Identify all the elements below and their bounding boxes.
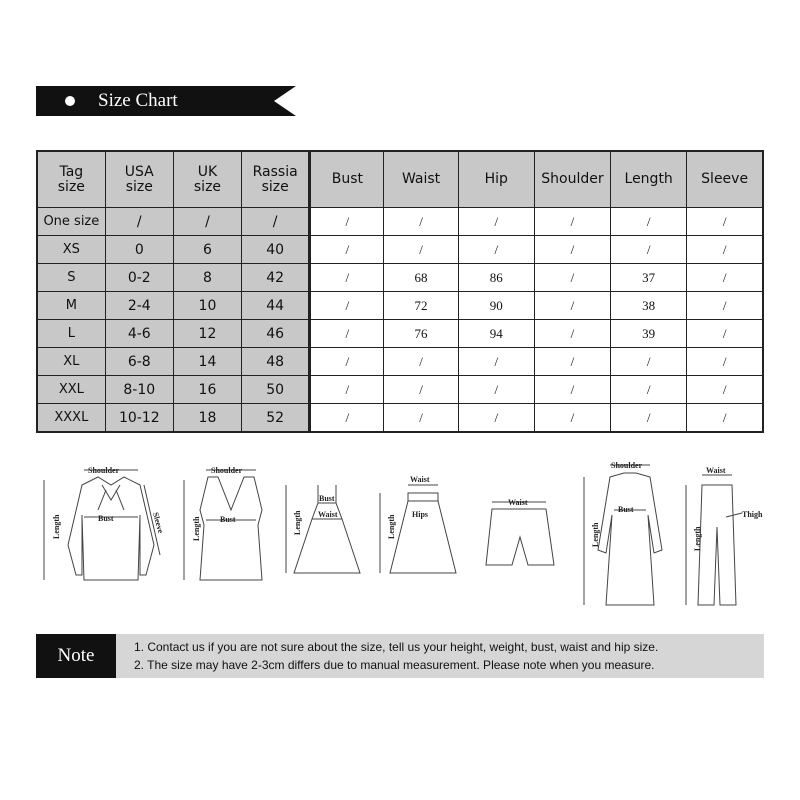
header-length: Length: [611, 151, 687, 208]
cell-shoulder: /: [534, 292, 610, 320]
skirt-hips-label: Hips: [412, 510, 429, 519]
header-shoulder: Shoulder: [534, 151, 610, 208]
blouse-bust-label: Bust: [98, 514, 114, 523]
note-label-box: [36, 634, 116, 678]
cell-hip: /: [458, 376, 534, 404]
cell-usa-size: 0: [105, 236, 173, 264]
cell-usa-size: 10-12: [105, 404, 173, 433]
cell-bust: /: [310, 236, 384, 264]
cell-length: /: [611, 404, 687, 433]
header-rassia-size: Rassia size: [242, 151, 310, 208]
note-line-1: 1. Contact us if you are not sure about the size, tell us your height, weight, bust, waist and hip size.: [134, 640, 659, 654]
cell-sleeve: /: [687, 404, 763, 433]
dress-bust-label: Bust: [319, 494, 335, 503]
cell-uk-size: 8: [173, 264, 241, 292]
cell-hip: 86: [458, 264, 534, 292]
cell-length: /: [611, 208, 687, 236]
cell-tag-size: One size: [37, 208, 105, 236]
tank-length-label: Length: [192, 516, 201, 541]
cell-length: 39: [611, 320, 687, 348]
cell-waist: /: [384, 404, 458, 433]
cell-length: /: [611, 376, 687, 404]
note-line-2: 2. The size may have 2-3cm differs due to manual measurement. Please note when you measure.: [134, 658, 655, 672]
trousers-diagram: [686, 466, 763, 605]
cell-sleeve: /: [687, 292, 763, 320]
header-sleeve: Sleeve: [687, 151, 763, 208]
size-table: [36, 150, 764, 433]
cell-bust: /: [310, 320, 384, 348]
cell-rassia-size: 46: [242, 320, 310, 348]
tank-shoulder-label: Shoulder: [211, 466, 243, 475]
cell-hip: /: [458, 236, 534, 264]
skirt-length-label: Length: [387, 514, 396, 539]
cell-length: 37: [611, 264, 687, 292]
header-waist: Waist: [384, 151, 458, 208]
cell-bust: /: [310, 404, 384, 433]
cell-tag-size: S: [37, 264, 105, 292]
bullet-icon: [65, 96, 75, 106]
cell-length: /: [611, 236, 687, 264]
coat-shoulder-label: Shoulder: [611, 461, 643, 470]
header-tag-size: Tag size: [37, 151, 105, 208]
cell-waist: 76: [384, 320, 458, 348]
trousers-thigh-label: Thigh: [742, 510, 763, 519]
skirt-waist-label: Waist: [410, 475, 430, 484]
cell-bust: /: [310, 348, 384, 376]
blouse-length-label: Length: [52, 514, 61, 539]
blouse-sleeve-label: Sleeve: [151, 511, 166, 535]
table-row: [37, 348, 763, 376]
cell-hip: /: [458, 348, 534, 376]
cell-uk-size: 14: [173, 348, 241, 376]
cell-sleeve: /: [687, 264, 763, 292]
cell-uk-size: 18: [173, 404, 241, 433]
measurement-diagrams: [36, 455, 764, 620]
cell-rassia-size: 44: [242, 292, 310, 320]
cell-sleeve: /: [687, 208, 763, 236]
cell-bust: /: [310, 208, 384, 236]
cell-hip: /: [458, 208, 534, 236]
cell-hip: /: [458, 404, 534, 433]
table-row: [37, 292, 763, 320]
table-row: [37, 236, 763, 264]
header-usa-size: USA size: [105, 151, 173, 208]
shorts-waist-label: Waist: [508, 498, 528, 507]
cell-shoulder: /: [534, 404, 610, 433]
cell-sleeve: /: [687, 320, 763, 348]
cell-bust: /: [310, 376, 384, 404]
cell-sleeve: /: [687, 236, 763, 264]
cell-waist: /: [384, 376, 458, 404]
cell-tag-size: L: [37, 320, 105, 348]
cell-hip: 90: [458, 292, 534, 320]
cell-tag-size: XL: [37, 348, 105, 376]
cell-rassia-size: 42: [242, 264, 310, 292]
cell-usa-size: /: [105, 208, 173, 236]
dress-waist-label: Waist: [318, 510, 338, 519]
cell-waist: 72: [384, 292, 458, 320]
trousers-length-label: Length: [693, 526, 702, 551]
header-uk-size: UK size: [173, 151, 241, 208]
cell-uk-size: 10: [173, 292, 241, 320]
cell-shoulder: /: [534, 264, 610, 292]
cell-uk-size: 6: [173, 236, 241, 264]
cell-shoulder: /: [534, 208, 610, 236]
cell-shoulder: /: [534, 320, 610, 348]
header-bust: Bust: [310, 151, 384, 208]
blouse-diagram: [44, 466, 165, 580]
cell-waist: /: [384, 236, 458, 264]
cell-waist: /: [384, 208, 458, 236]
coat-bust-label: Bust: [618, 505, 634, 514]
page-title: Size Chart: [98, 90, 178, 111]
blouse-shoulder-label: Shoulder: [88, 466, 120, 475]
cell-shoulder: /: [534, 348, 610, 376]
table-row: [37, 376, 763, 404]
cell-usa-size: 2-4: [105, 292, 173, 320]
dress-length-label: Length: [293, 510, 302, 535]
cell-usa-size: 6-8: [105, 348, 173, 376]
cell-uk-size: 12: [173, 320, 241, 348]
cell-usa-size: 4-6: [105, 320, 173, 348]
table-row: [37, 264, 763, 292]
cell-bust: /: [310, 264, 384, 292]
trench-coat-diagram: [584, 461, 662, 605]
tank-top-diagram: [184, 466, 262, 580]
cell-rassia-size: 50: [242, 376, 310, 404]
cell-rassia-size: /: [242, 208, 310, 236]
cell-hip: 94: [458, 320, 534, 348]
cell-tag-size: XS: [37, 236, 105, 264]
cell-waist: 68: [384, 264, 458, 292]
table-row: [37, 320, 763, 348]
note-title: Note: [57, 645, 95, 666]
shorts-diagram: [486, 498, 554, 565]
table-row: [37, 404, 763, 433]
dress-diagram: [286, 485, 360, 573]
trousers-waist-label: Waist: [706, 466, 726, 475]
cell-tag-size: M: [37, 292, 105, 320]
cell-tag-size: XXL: [37, 376, 105, 404]
cell-length: /: [611, 348, 687, 376]
cell-waist: /: [384, 348, 458, 376]
header-hip: Hip: [458, 151, 534, 208]
cell-bust: /: [310, 292, 384, 320]
cell-shoulder: /: [534, 236, 610, 264]
cell-rassia-size: 40: [242, 236, 310, 264]
cell-uk-size: 16: [173, 376, 241, 404]
size-chart-banner: [36, 86, 296, 116]
cell-sleeve: /: [687, 348, 763, 376]
tank-bust-label: Bust: [220, 515, 236, 524]
skirt-diagram: [380, 475, 456, 573]
cell-usa-size: 0-2: [105, 264, 173, 292]
table-header-row: [37, 151, 763, 208]
coat-length-label: Length: [591, 522, 600, 547]
cell-shoulder: /: [534, 376, 610, 404]
cell-length: 38: [611, 292, 687, 320]
cell-rassia-size: 52: [242, 404, 310, 433]
cell-uk-size: /: [173, 208, 241, 236]
table-row: [37, 208, 763, 236]
cell-sleeve: /: [687, 376, 763, 404]
cell-usa-size: 8-10: [105, 376, 173, 404]
note-text-box: [116, 634, 764, 678]
cell-tag-size: XXXL: [37, 404, 105, 433]
cell-rassia-size: 48: [242, 348, 310, 376]
